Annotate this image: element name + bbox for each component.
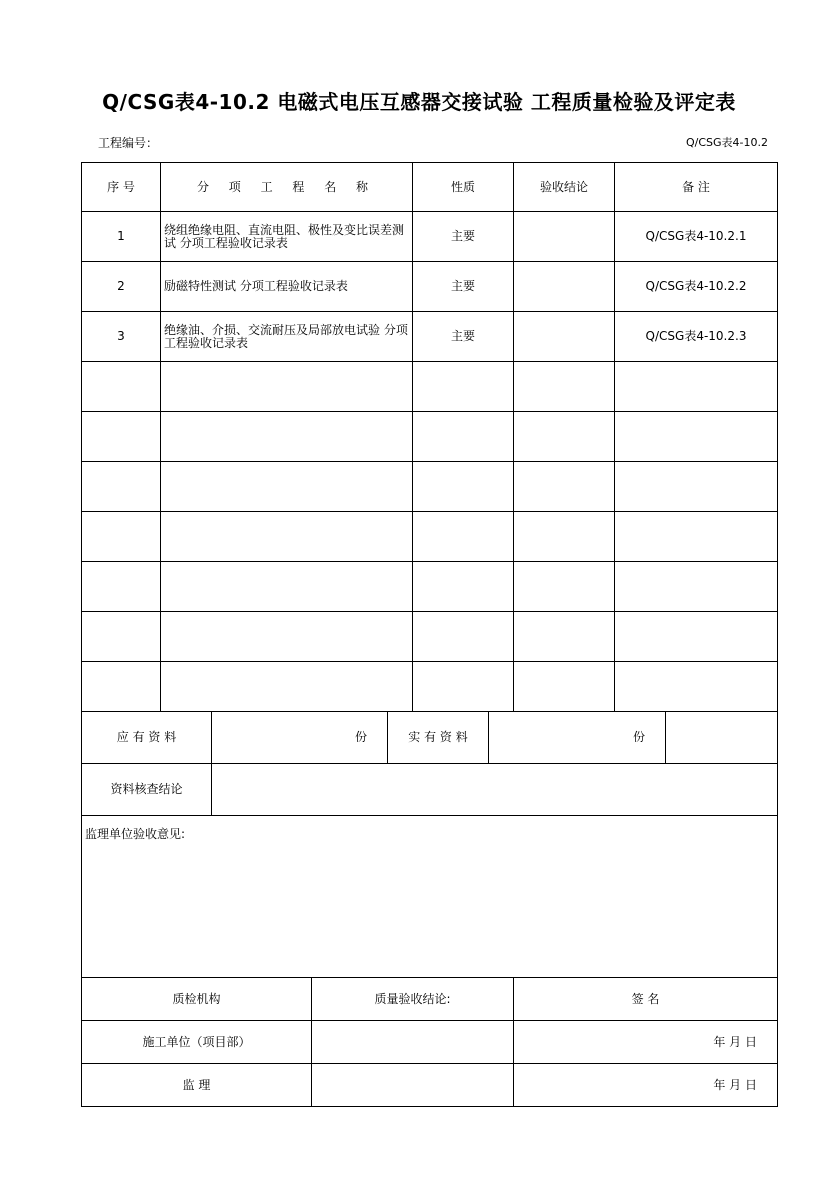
row-name-cell [160,511,413,562]
required-docs-label: 应 有 资 料 [81,711,212,764]
construction-date[interactable]: 年 月 日 [513,1020,778,1064]
row-remark-cell [614,661,778,712]
actual-docs-count[interactable]: 份 [488,711,666,764]
form-code: Q/CSG表4-10.2 [685,136,768,149]
row-nature-cell: 主要 [412,261,514,312]
blank-cell [665,711,778,764]
header-remark: 备 注 [614,162,778,212]
header-name: 分 项 工 程 名 称 [160,162,413,212]
row-no-cell [81,661,161,712]
row-result-cell[interactable] [513,461,615,512]
row-remark-cell: Q/CSG表4-10.2.2 [614,261,778,312]
row-name-cell: 绝缘油、介损、交流耐压及局部放电试验 分项工程验收记录表 [160,311,413,362]
row-result-cell[interactable] [513,361,615,412]
supervision-opinion[interactable]: 监理单位验收意见: [81,815,778,978]
supervisor-conclusion[interactable] [311,1063,514,1107]
row-name-cell [160,661,413,712]
row-no-cell [81,461,161,512]
row-result-cell[interactable] [513,661,615,712]
row-name-cell [160,561,413,612]
construction-conclusion[interactable] [311,1020,514,1064]
row-nature-cell [412,511,514,562]
row-remark-cell [614,611,778,662]
row-no-cell: 2 [81,261,161,312]
header-no: 序 号 [81,162,161,212]
qc-org-label: 质检机构 [81,977,312,1021]
row-result-cell[interactable] [513,261,615,312]
row-name-cell [160,361,413,412]
docs-check-label: 资料核查结论 [81,763,212,816]
row-nature-cell: 主要 [412,311,514,362]
project-number-label: 工程编号： [98,136,159,150]
row-nature-cell [412,411,514,462]
row-remark-cell [614,411,778,462]
quality-conclusion-label: 质量验收结论: [311,977,514,1021]
row-name-cell [160,461,413,512]
row-nature-cell: 主要 [412,211,514,262]
row-remark-cell [614,561,778,612]
supervisor-label: 监 理 [81,1063,312,1107]
row-result-cell[interactable] [513,611,615,662]
row-remark-cell: Q/CSG表4-10.2.1 [614,211,778,262]
row-no-cell [81,561,161,612]
page-title: Q/CSG表4-10.2 电磁式电压互感器交接试验 工程质量检验及评定表 [102,90,736,114]
supervisor-date[interactable]: 年 月 日 [513,1063,778,1107]
row-nature-cell [412,461,514,512]
row-nature-cell [412,361,514,412]
docs-check-value[interactable] [211,763,778,816]
row-no-cell: 1 [81,211,161,262]
row-nature-cell [412,561,514,612]
row-no-cell [81,511,161,562]
row-remark-cell [614,361,778,412]
signature-label: 签 名 [513,977,778,1021]
row-result-cell[interactable] [513,311,615,362]
row-nature-cell [412,661,514,712]
row-name-cell [160,411,413,462]
row-no-cell [81,611,161,662]
row-name-cell: 绕组绝缘电阻、直流电阻、极性及变比误差测试 分项工程验收记录表 [160,211,413,262]
header-result: 验收结论 [513,162,615,212]
actual-docs-label: 实 有 资 料 [387,711,489,764]
construction-unit-label: 施工单位（项目部） [81,1020,312,1064]
header-nature: 性质 [412,162,514,212]
row-name-cell: 励磁特性测试 分项工程验收记录表 [160,261,413,312]
row-remark-cell [614,511,778,562]
row-nature-cell [412,611,514,662]
row-no-cell [81,411,161,462]
row-result-cell[interactable] [513,561,615,612]
row-result-cell[interactable] [513,411,615,462]
row-name-cell [160,611,413,662]
row-result-cell[interactable] [513,211,615,262]
row-result-cell[interactable] [513,511,615,562]
required-docs-count[interactable]: 份 [211,711,388,764]
row-remark-cell: Q/CSG表4-10.2.3 [614,311,778,362]
row-no-cell [81,361,161,412]
row-remark-cell [614,461,778,512]
row-no-cell: 3 [81,311,161,362]
